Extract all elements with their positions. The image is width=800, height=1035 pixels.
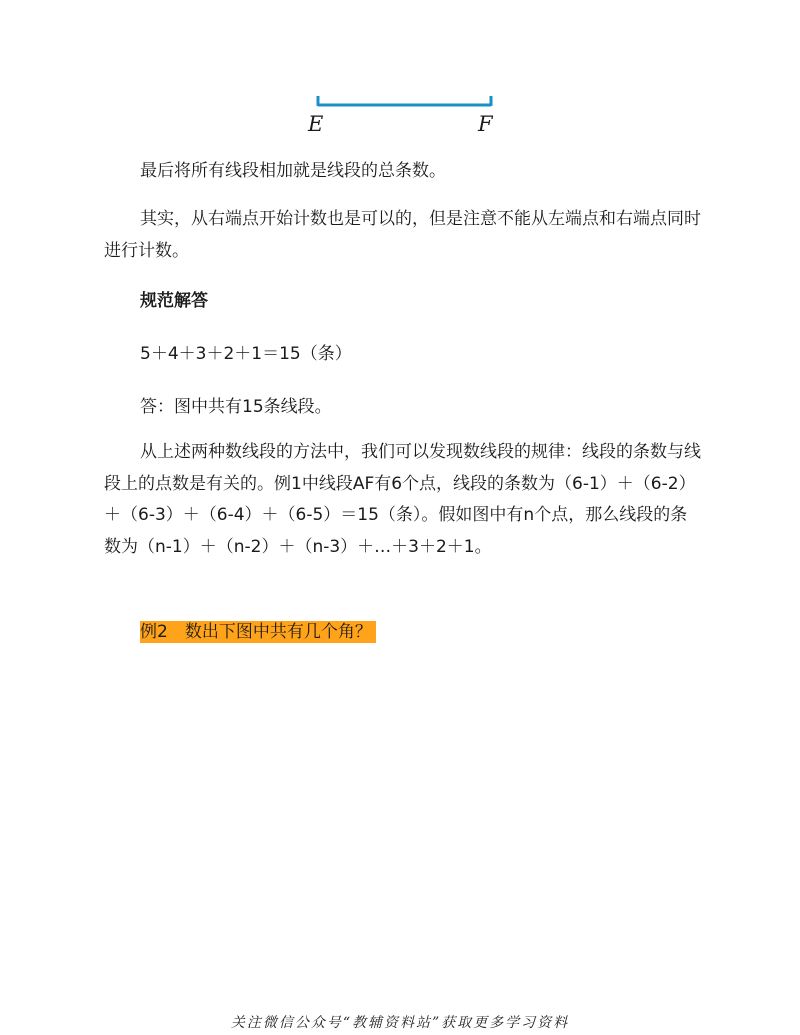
paragraph-count-from-right: 其实，从右端点开始计数也是可以的，但是注意不能从左端点和右端点同时进行计数。 bbox=[104, 209, 701, 261]
paragraph-segment-rule: 从上述两种数线段的方法中，我们可以发现数线段的规律：线段的条数与线段上的点数是有关的。例1中线段AF有6个点，线段的条数为（6-1）＋（6-2）＋（6-3）＋（6-4）＋（6-5）＝15（条）。假如图中有n个点，那么线段的条数为（n-1）＋（n-2）＋（n-3）＋…＋3＋2＋1。 bbox=[104, 442, 701, 557]
line-segment-ef-diagram bbox=[300, 90, 510, 138]
formula-line: 5＋4＋3＋2＋1＝15（条） bbox=[140, 344, 352, 364]
point-label-e: E bbox=[308, 112, 324, 136]
example-2-prompt bbox=[140, 616, 740, 648]
point-label-f: F bbox=[478, 112, 493, 136]
footer-watermark-text: 关注微信公众号“教辅资料站”获取更多学习资料 bbox=[230, 1015, 570, 1031]
heading-standard-answer: 规范解答 bbox=[140, 291, 208, 311]
example-2-highlight: 例2 数出下图中共有几个角？ bbox=[140, 621, 376, 643]
answer-line: 答：图中共有15条线段。 bbox=[140, 397, 332, 417]
paragraph-sum-all-segments: 最后将所有线段相加就是线段的总条数。 bbox=[140, 161, 446, 181]
